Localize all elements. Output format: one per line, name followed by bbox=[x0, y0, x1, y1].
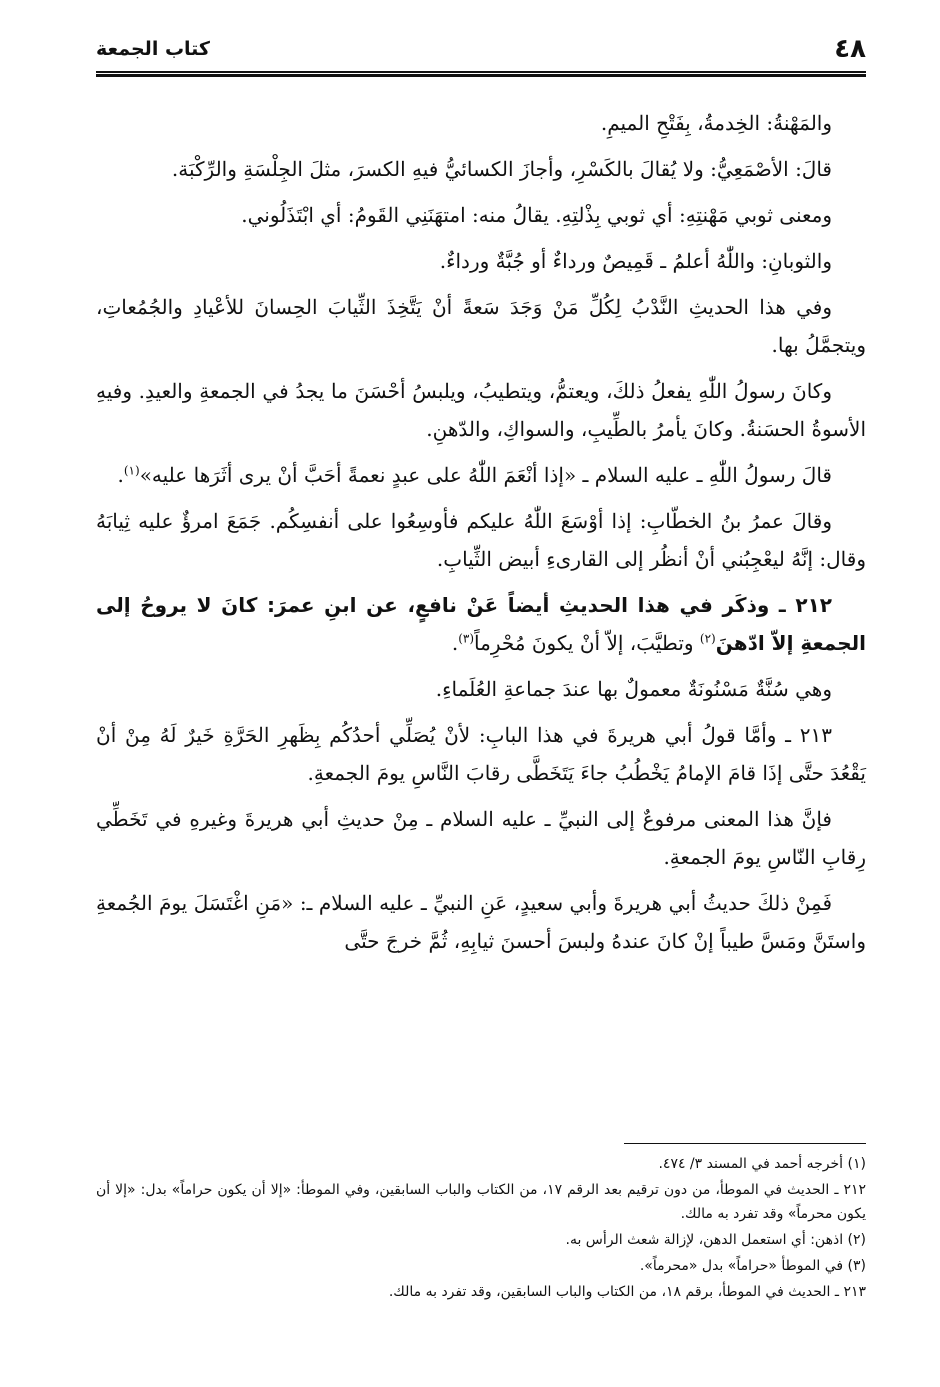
header-rule bbox=[96, 74, 866, 77]
paragraph-asmai: قالَ: الأصْمَعِيُّ: ولا يُقالَ بالكَسْرِ، وأجازَ الكسائيُّ فيهِ الكسرَ، مثلَ الجِلْسَةِ والرِّكْبَة. bbox=[171, 157, 832, 181]
paragraph-sunnah: وهي سُنَّةٌ مَسْنُونَةٌ معمولٌ بها عندَ جماعةِ العُلَماءِ. bbox=[435, 677, 832, 701]
paragraph-212 bbox=[96, 586, 866, 662]
paragraph-prophet-practice: وكانَ رسولُ اللّٰهِ يفعلُ ذلكَ، ويعتمُّ، ويتطيبُ، ويلبسُ أحْسَنَ ما يجدُ في الجمعةِ والعيدِ. وفيهِ الأسوةُ الحسَنةُ. وكانَ يأمرُ بالطِّيبِ، والسواكِ، والدّهنِ. bbox=[96, 379, 866, 441]
footnote-213: ٢١٣ ـ الحديث في الموطأ، برقم ١٨، من الكتاب والباب السابقين، وقد تفرد به مالك. bbox=[388, 1284, 866, 1300]
paragraph-212-continued: وتطيَّبَ، إلاّ أنْ يكونَ مُحْرِماً bbox=[474, 631, 700, 655]
footnote-3: (٣) في الموطأ «حراماً» بدل «محرماً». bbox=[639, 1258, 866, 1274]
paragraph-212-text: ٢١٢ ـ وذكَر في هذا الحديثِ أيضاً عَنْ نافعٍ، عن ابنِ عمرَ: كانَ لا يروحُ إلى الجمعةِ إلاّ ادّهنَ bbox=[96, 593, 866, 655]
paragraph-umar: وقالَ عمرُ بنُ الخطّابِ: إذا أوْسَعَ اللّٰهُ عليكم فأوسِعُوا على أنفسِكُم. جَمَعَ امرؤٌ عليه ثِيابَهُ وقال: إنَّهُ ليعْجِبُني أنْ أنظُر إلى القارىءِ أبيض الثِّيابِ. bbox=[96, 509, 866, 571]
footnote-212: ٢١٢ ـ الحديث في الموطأ، من دون ترقيم بعد الرقم ١٧، من الكتاب والباب السابقين، وفي الموطأ: «إلا أن يكون حراماً» بدل: «إلا أن يكون محرماً» وقد تفرد به مالك. bbox=[96, 1182, 866, 1222]
paragraph-marfu: فإنَّ هذا المعنى مرفوعٌ إلى النبيِّ ـ عليه السلام ـ مِنْ حديثِ أبي هريرةَ وغيرهِ في تَخَطِّي رِقابِ النّاسِ يومَ الجمعةِ. bbox=[96, 807, 866, 869]
footnote-2: (٢) اذهن: أي استعمل الدهن، لإزالة شعث الرأس به. bbox=[565, 1232, 866, 1248]
paragraph-213: ٢١٣ ـ وأمَّا قولُ أبي هريرةَ في هذا البابِ: لأنْ يُصَلِّي أحدُكُم بِظَهرِ الحَرَّةِ خَيرٌ لَهُ مِنْ أنْ يَقْعُدَ حتَّى إذَا قامَ الإمامُ يَخْطُبُ جاءَ يَتَخَطَّى رقابَ النَّاسِ يومَ الجمعةِ. bbox=[96, 723, 866, 785]
footnotes bbox=[96, 1152, 866, 1306]
running-header bbox=[96, 34, 866, 68]
book-title: كتاب الجمعة bbox=[96, 38, 210, 60]
paragraph-definition: والمَهْنةُ: الخِدمةُ، بِفَتْحِ الميمِ. bbox=[600, 111, 832, 135]
sentence-end: . bbox=[117, 463, 124, 487]
footnote-ref-3: (٣) bbox=[458, 631, 475, 646]
paragraph-hadith-jumua: فَمِنْ ذلكَ حديثُ أبي هريرةَ وأبي سعيدٍ، عَنِ النبيِّ ـ عليه السلام ـ: «مَنِ اغْتَسَلَ يومَ الجُمعةِ واستَنَّ ومَسَّ طيباً إنْ كانَ عندهُ ولبسَ أحسنَ ثيابِهِ، ثُمَّ خرجَ حتَّى bbox=[96, 891, 866, 953]
footnote-ref-2: (٢) bbox=[699, 631, 716, 646]
footnote-separator bbox=[624, 1143, 866, 1144]
footnote-1: (١) أخرجه أحمد في المسند ٣/ ٤٧٤. bbox=[658, 1156, 866, 1172]
footnote-ref-1: (١) bbox=[123, 463, 140, 478]
paragraph-two-garments: والثوبانِ: واللّٰهُ أعلمُ ـ قَمِيصٌ ورداءٌ أو جُبَّةٌ ورداءٌ. bbox=[439, 249, 832, 273]
paragraph-meaning: ومعنى ثوبي مَهْنتِهِ: أي ثوبي بِذْلتِهِ. يقالُ منه: امتهَنَنِي القَومُ: أي ابْتَذَلُوني. bbox=[241, 203, 832, 227]
main-text bbox=[96, 104, 866, 968]
paragraph-hadith-blessing bbox=[96, 456, 866, 494]
header-rule-thin bbox=[96, 71, 866, 73]
sentence-end: . bbox=[451, 631, 459, 655]
hadith-blessing-text: قالَ رسولُ اللّٰهِ ـ عليه السلام ـ «إذا أنْعَمَ اللّٰهُ على عبدٍ نعمةً أحَبَّ أنْ يرى أثَرَها عليه» bbox=[139, 463, 832, 487]
page-number: ٤٨ bbox=[834, 34, 866, 64]
paragraph-recommendation: وفي هذا الحديثِ النَّدْبُ لِكُلِّ مَنْ وَجَدَ سَعةً أنْ يَتَّخِذَ الثِّيابَ الحِسانَ للأعْيادِ والجُمُعاتِ، ويتجمَّلُ بها. bbox=[96, 295, 866, 357]
